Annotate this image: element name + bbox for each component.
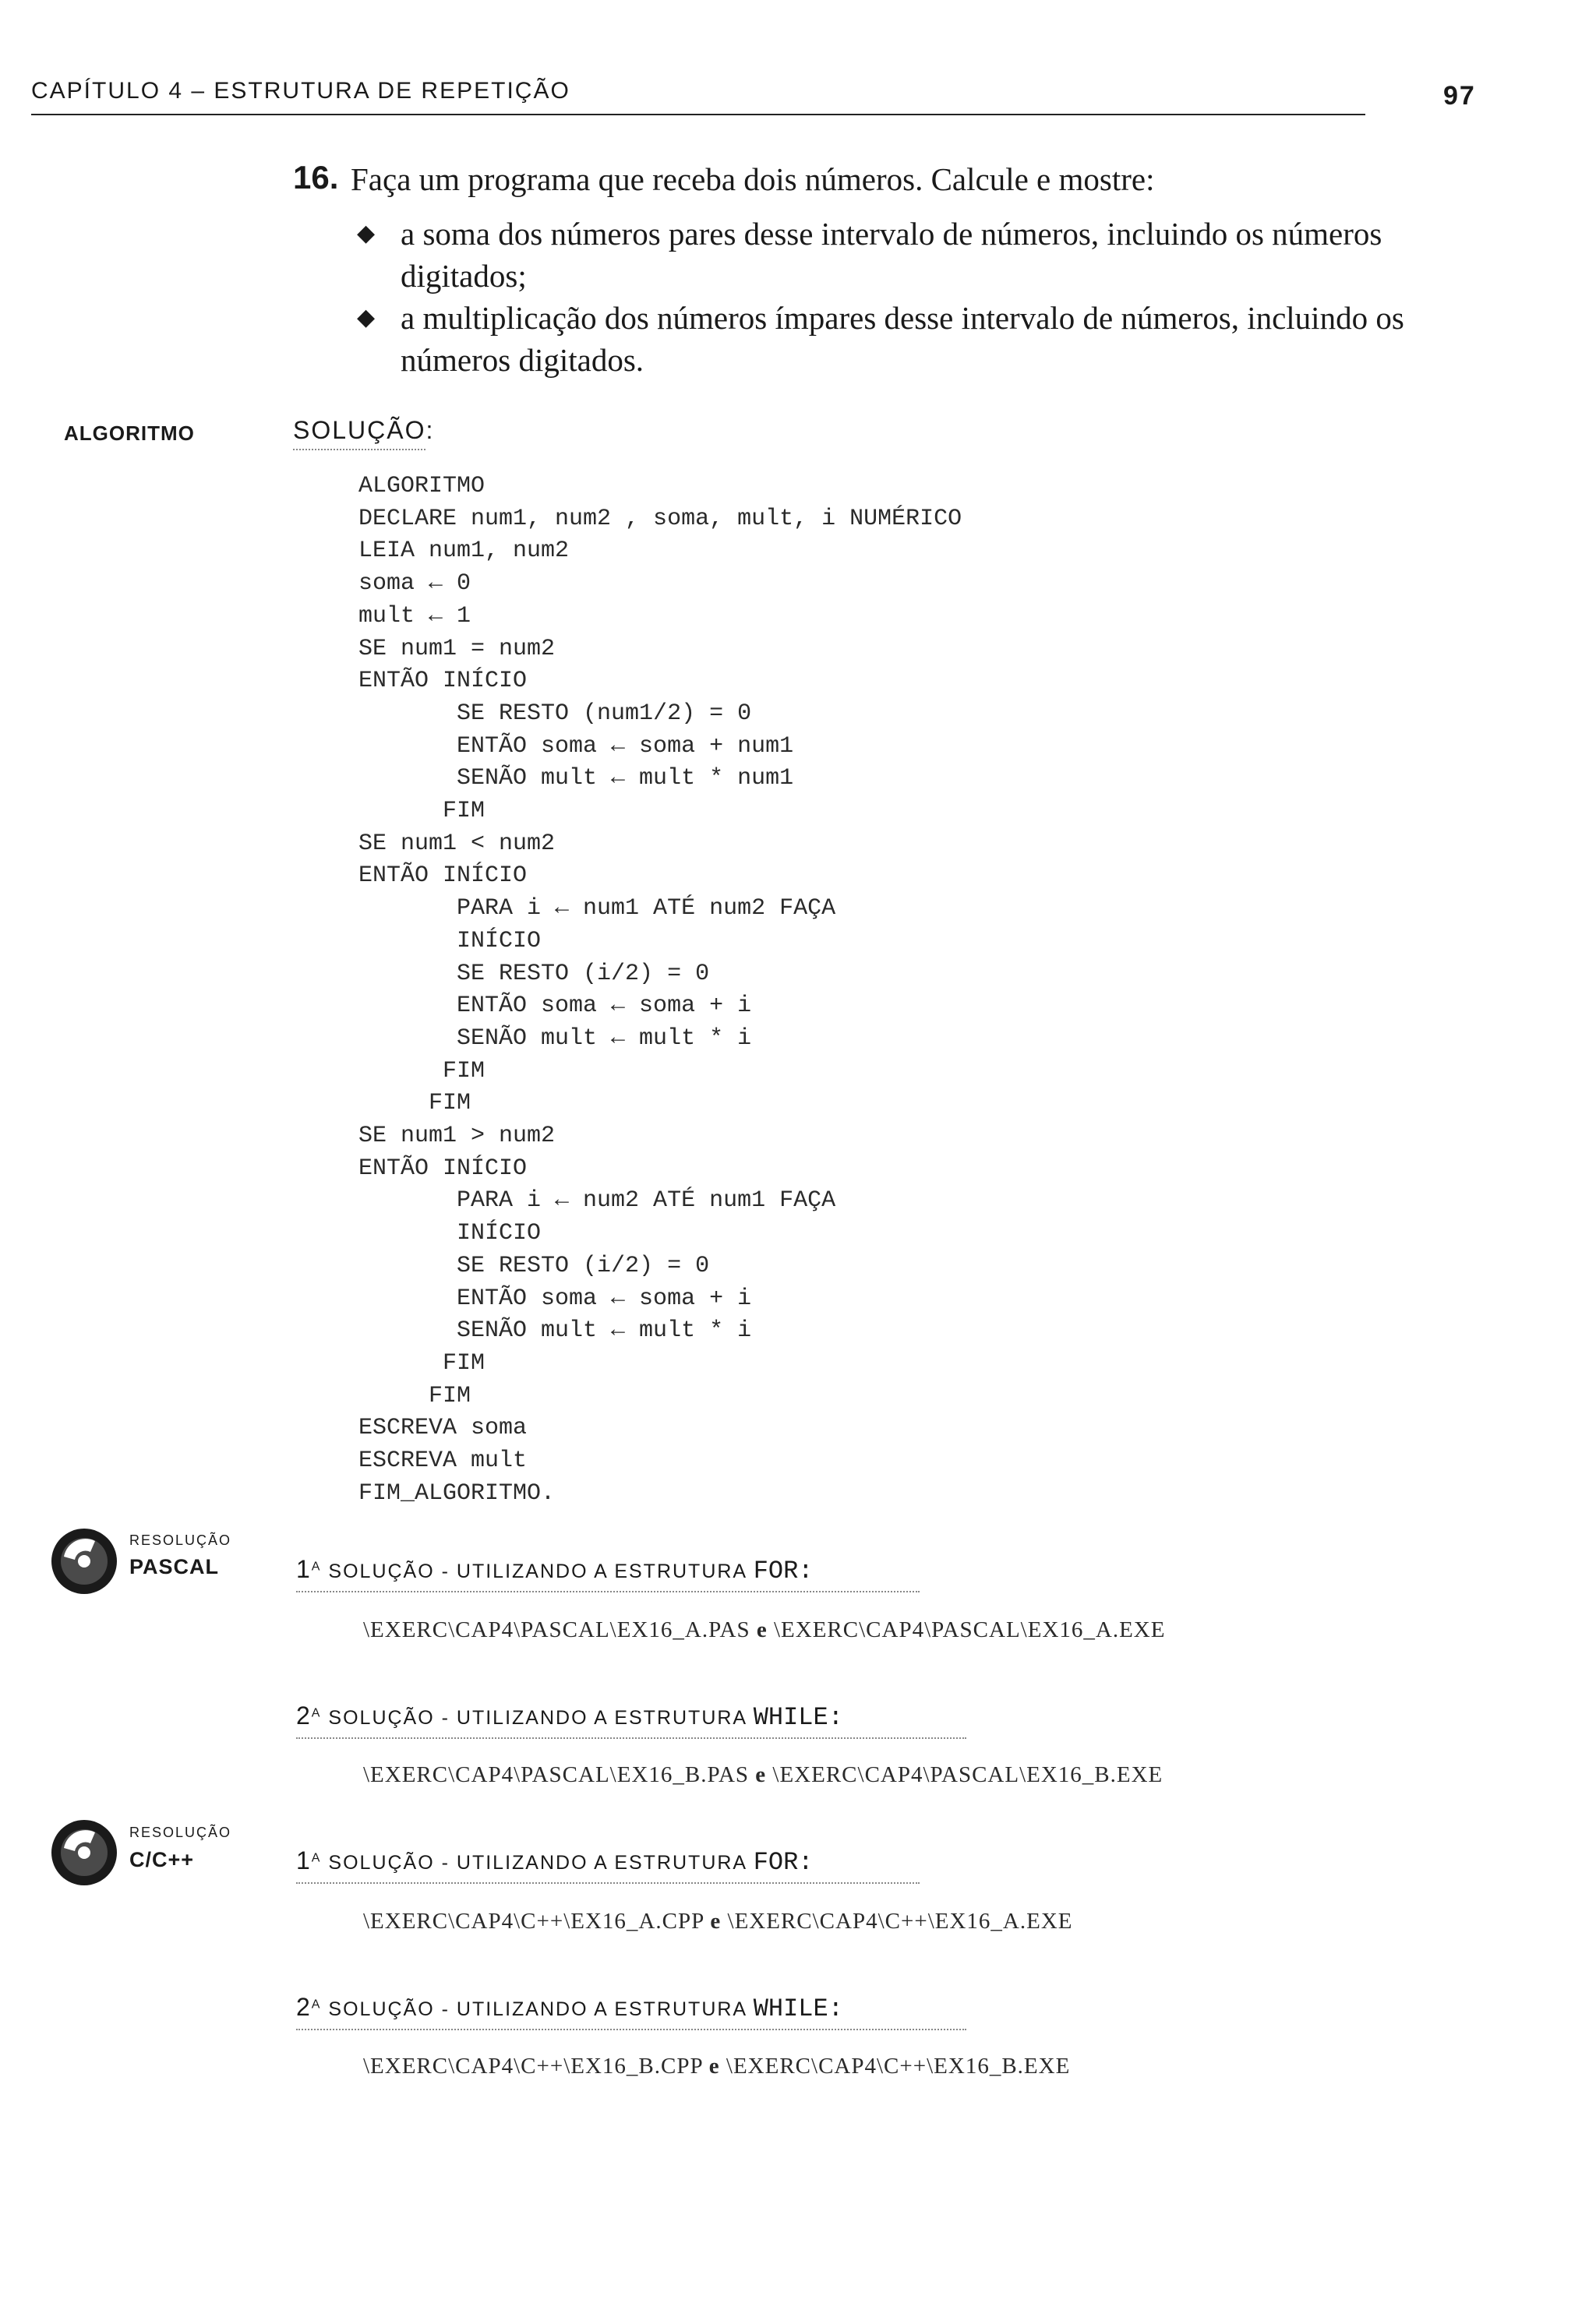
bullet-2-line-1: a multiplicação dos números ímpares desse intervalo de números, incluindo os — [401, 300, 1404, 336]
algorithm-side-label: ALGORITMO — [64, 421, 195, 445]
bullet-1-line-2: digitados; — [401, 258, 527, 294]
cpp-solution-2-rule — [296, 2029, 966, 2030]
question-text: Faça um programa que receba dois números. Calcule e mostre: — [351, 161, 1155, 197]
cpp-solution-1-rule — [296, 1882, 920, 1884]
bullet-1-line-1: a soma dos números pares desse intervalo de números, incluindo os números — [401, 216, 1382, 252]
page-number: 97 — [1443, 81, 1476, 111]
cpp-solution-2-heading: $2^A$ SOLUÇÃO - UTILIZANDO A ESTRUTURA WHILE: — [296, 1993, 843, 2023]
disc-icon — [48, 1525, 120, 1597]
pascal-solution-1-heading: $1^A$ SOLUÇÃO - UTILIZANDO A ESTRUTURA FOR: — [296, 1555, 814, 1585]
cpp-solution-1-files: \EXERC\CAP4\C++\EX16_A.CPP e \EXERC\CAP4\C++\EX16_A.EXE — [363, 1909, 1073, 1934]
pascal-solution-1-files: \EXERC\CAP4\PASCAL\EX16_A.PAS e \EXERC\CAP4\PASCAL\EX16_A.EXE — [363, 1617, 1166, 1642]
cpp-solution-2-files: \EXERC\CAP4\C++\EX16_B.CPP e \EXERC\CAP4\C++\EX16_B.EXE — [363, 2054, 1071, 2079]
diamond-bullet-icon: ◆ — [357, 220, 376, 246]
bullet-2-line-2: números digitados. — [401, 342, 644, 378]
disc-icon — [48, 1817, 120, 1888]
header-rule — [31, 114, 1365, 115]
pascal-solution-2-files: \EXERC\CAP4\PASCAL\EX16_B.PAS e \EXERC\CAP4\PASCAL\EX16_B.EXE — [363, 1762, 1163, 1787]
algorithm-code: ALGORITMO DECLARE num1, num2 , soma, mult, i NUMÉRICO LEIA num1, num2 soma ← 0 mult ← 1 SE num1 = num2 ENTÃO INÍCIO SE RESTO (num1/2) = 0 ENTÃO soma ← soma + num1 SENÃO mult ← mult * num1 FIM SE num1 < num2 ENTÃO INÍCIO PARA i ← num1 ATÉ num2 FAÇA INÍCIO SE RESTO (i/2) = 0 ENTÃO soma ← soma + i SENÃO mult ← mult * i FIM FIM SE num1 > num2 ENTÃO INÍCIO PARA i ← num2 ATÉ num1 FAÇA INÍCIO SE RESTO (i/2) = 0 ENTÃO soma ← soma + i SENÃO mult ← mult * i FIM FIM ESCREVA soma ESCREVA mult FIM_ALGORITMO. — [358, 473, 962, 1507]
pascal-language-label: PASCAL — [129, 1555, 220, 1578]
pascal-solution-1-rule — [296, 1591, 920, 1592]
cpp-resolution-label: RESOLUÇÃO — [129, 1825, 232, 1840]
cpp-solution-1-heading: $1^A$ SOLUÇÃO - UTILIZANDO A ESTRUTURA FOR: — [296, 1846, 814, 1877]
pascal-solution-2-rule — [296, 1737, 966, 1739]
pascal-solution-2-heading: $2^A$ SOLUÇÃO - UTILIZANDO A ESTRUTURA WHILE: — [296, 1702, 843, 1732]
solution-underline — [293, 449, 425, 450]
cpp-language-label: C/C++ — [129, 1848, 195, 1871]
pascal-resolution-label: RESOLUÇÃO — [129, 1532, 232, 1548]
diamond-bullet-icon: ◆ — [357, 305, 376, 330]
solution-label: SOLUÇÃO: — [293, 416, 435, 444]
chapter-title: CAPÍTULO 4 – ESTRUTURA DE REPETIÇÃO — [31, 78, 570, 104]
question-number: 16. — [293, 159, 339, 196]
